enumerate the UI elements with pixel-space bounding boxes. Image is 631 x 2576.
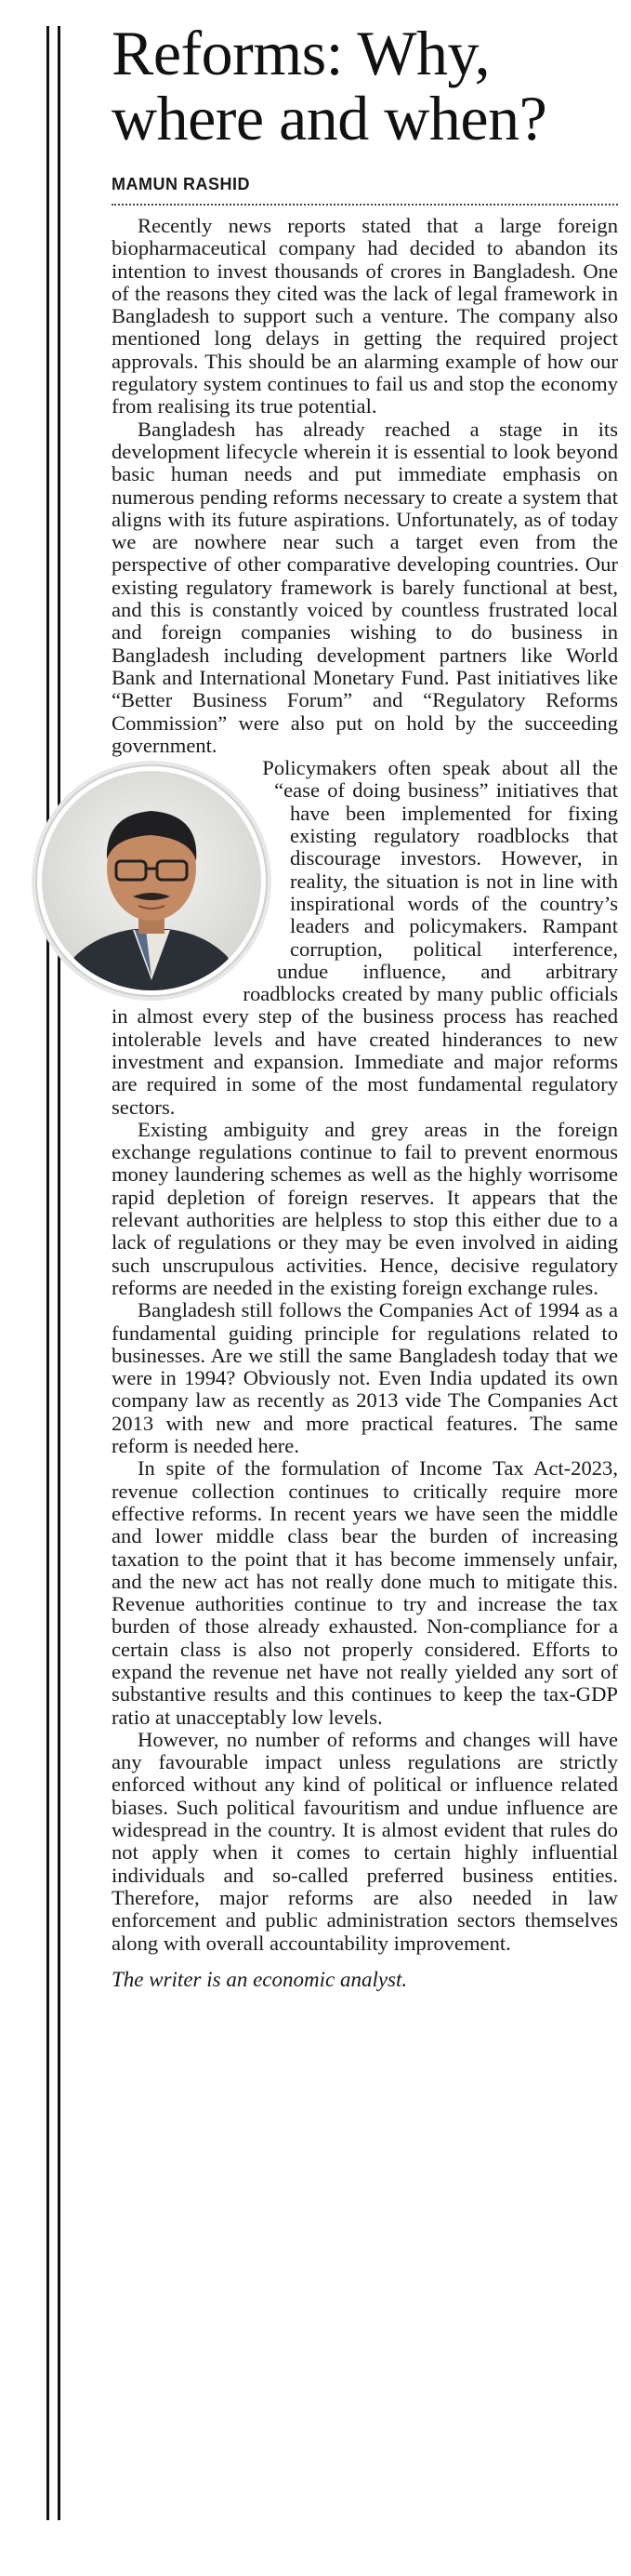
paragraph-5: Bangladesh still follows the Companies Act of 1994 as a fundamental guiding principle for regulations related to businesses. Are we still the same Bangladesh today that we were in 1994? Obviously not. Even India updated its own company law as recently as 2013 vide The Companies Act 2013 with new and more practical features. The same reform is needed here. xyxy=(112,1298,618,1458)
article-body xyxy=(112,215,618,1955)
headline xyxy=(112,20,618,151)
paragraph-6: In spite of the formulation of Income Tax Act-2023, revenue collection continues to critically require more effective reforms. In recent years we have seen the middle and lower middle class bear the burden of increasing taxation to the point that it has become immensely unfair, and the new act has not really done much to mitigate this. Revenue authorities continue to try and increase the tax burden of those already exhausted. Non-compliance for a certain class is also not properly considered. Efforts to expand the revenue net have not really yielded any sort of substantive results and this continues to keep the tax-GDP ratio at unacceptably low levels. xyxy=(112,1456,618,1729)
headline-line-1: Reforms: Why, xyxy=(112,18,491,88)
column-rule-left xyxy=(46,26,49,2520)
author-photo xyxy=(23,757,279,1004)
column-rule-right xyxy=(58,26,60,2520)
byline: MAMUN RASHID xyxy=(112,175,618,206)
article xyxy=(112,20,618,1992)
paragraph-7: However, no number of reforms and changes will have any favourable impact unless regulations are strictly enforced without any kind of political or influence related biases. Such political favouritism and undue influence are widespread in the country. It is almost evident that rules do not apply when it comes to certain highly influential individuals and so-called preferred business entities. Therefore, major reforms are also needed in law enforcement and public administration sectors themselves along with overall accountability improvement. xyxy=(112,1727,618,1955)
paragraph-2: Bangladesh has already reached a stage in its development lifecycle wherein it is essential to look beyond basic human needs and put immediate emphasis on numerous pending reforms necessary to create a system that aligns with its future aspirations. Unfortunately, as of today we are nowhere near such a target even from the perspective of other comparative developing countries. Our existing regulatory framework is barely functional at best, and this is constantly voiced by countless frustrated local and foreign companies wishing to do business in Bangladesh including development partners like World Bank and International Monetary Fund. Past initiatives like “Better Business Forum” and “Regulatory Reforms Commission” were also put on hold by the succeeding government. xyxy=(112,417,618,757)
paragraph-3: Policymakers often speak about all the “ease of doing business” initiatives that have been implemented for fixing existing regulatory roadblocks that discourage investors. However, in reality, the situation is not in line with inspirational words of the country’s leaders and policymakers. Rampant corruption, political interference, undue influence, and arbitrary roadblocks created by many public officials in almost every step of the business process has reached intolerable levels and have created hinderances to new investment and expansion. Immediate and major reforms are required in some of the most fundamental regulatory sectors. xyxy=(112,756,618,1119)
headline-line-2: where and when? xyxy=(112,83,547,153)
paragraph-1: Recently news reports stated that a large foreign biopharmaceutical company had decided to abandon its intention to invest thousands of crores in Bangladesh. One of the reasons they cited was the lack of legal framework in Bangladesh to support such a venture. The company also mentioned long delays in getting the required project approvals. This should be an alarming example of how our regulatory system continues to fail us and stop the economy from realising its true potential. xyxy=(112,214,618,418)
paragraph-4: Existing ambiguity and grey areas in the foreign exchange regulations continue to fail to prevent enormous money laundering schemes as well as the highly worrisome rapid depletion of foreign reserves. It appears that the relevant authorities are helpless to stop this either due to a lack of regulations or they may be even involved in aiding such unscrupulous activities. Hence, decisive regulatory reforms are needed in the existing foreign exchange rules. xyxy=(112,1117,618,1299)
author-note: The writer is an economic analyst. xyxy=(112,1967,408,1991)
